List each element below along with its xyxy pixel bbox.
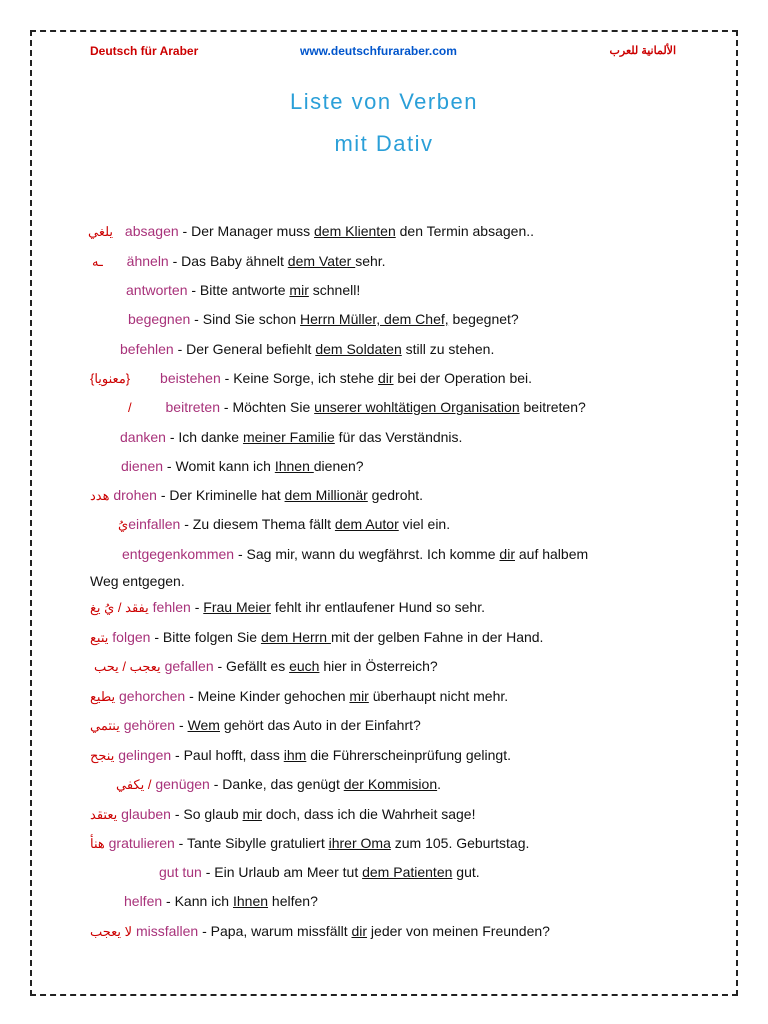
verb-entry	[128, 310, 519, 328]
header-brand: Deutsch für Araber	[90, 44, 199, 58]
verb-entry	[121, 457, 364, 475]
dative-object: der Kommision	[343, 776, 438, 792]
header-website[interactable]: www.deutschfuraraber.com	[300, 44, 457, 58]
dative-object: Frau Meier	[203, 599, 271, 615]
verb-entry	[116, 775, 441, 794]
example-text: - Tante Sibylle gratuliert	[174, 835, 329, 851]
example-text: bei der Operation bei.	[393, 370, 533, 386]
arabic-translation: ينتمي	[90, 718, 120, 733]
verb-label: folgen	[112, 629, 151, 645]
example-text: .	[437, 776, 441, 792]
example-text: helfen?	[268, 893, 318, 909]
example-text: - Danke, das genügt	[209, 776, 344, 792]
verb-entry	[118, 515, 450, 534]
example-text: hier in Österreich?	[319, 658, 438, 674]
example-text: -	[175, 717, 188, 733]
verb-label: gratulieren	[108, 835, 175, 851]
verb-entry	[90, 628, 543, 647]
verb-label: gefallen	[164, 658, 214, 674]
arabic-translation: يلغي	[88, 224, 114, 239]
border-bottom	[30, 994, 738, 996]
arabic-translation: هدد	[90, 488, 110, 503]
example-text: - So glaub	[170, 806, 243, 822]
page-subtitle: mit Dativ	[334, 131, 434, 156]
verb-entry	[159, 863, 480, 881]
verb-label: helfen	[124, 893, 163, 909]
arabic-translation: ينجح	[90, 748, 115, 763]
verb-label: genügen	[155, 776, 210, 792]
verb-entry	[90, 687, 508, 706]
arabic-translation: يُ	[118, 517, 129, 532]
verb-label: missfallen	[135, 923, 199, 939]
dative-object: unserer wohltätigen Organisation	[314, 399, 520, 415]
verb-entry	[90, 746, 511, 765]
verb-label: beistehen	[160, 370, 221, 386]
example-text: - Der Kriminelle hat	[156, 487, 285, 503]
example-text: - Ein Urlaub am Meer tut	[201, 864, 363, 880]
example-text: die Führerscheinprüfung gelingt.	[306, 747, 511, 763]
dative-object: ihrer Oma	[328, 835, 391, 851]
verb-label: befehlen	[120, 341, 174, 357]
example-text: - Womit kann ich	[163, 458, 275, 474]
example-text: - Meine Kinder gehochen	[185, 688, 350, 704]
dative-object: dem Millionär	[284, 487, 368, 503]
example-text: Weg entgegen.	[90, 573, 185, 589]
example-text: begegnet?	[448, 311, 519, 327]
example-text: gedroht.	[367, 487, 424, 503]
verb-label: antworten	[126, 282, 188, 298]
verb-label: ähneln	[126, 253, 169, 269]
verb-entry	[90, 598, 485, 617]
example-text: - Paul hofft, dass	[171, 747, 284, 763]
verb-label: beitreten	[165, 399, 220, 415]
dative-object: Herrn Müller, dem Chef,	[300, 311, 449, 327]
verb-entry	[122, 545, 588, 563]
arabic-translation: يفقد / يُ يغ	[90, 600, 149, 615]
verb-entry	[120, 428, 462, 446]
verb-label: entgegenkommen	[122, 546, 235, 562]
dative-object: dir	[377, 370, 394, 386]
example-text: still zu stehen.	[401, 341, 495, 357]
example-text: - Papa, warum missfällt	[198, 923, 352, 939]
example-text: - Gefällt es	[213, 658, 290, 674]
arabic-translation: يعتقد	[90, 807, 118, 822]
example-text: den Termin absagen..	[395, 223, 535, 239]
example-text: viel ein.	[398, 516, 451, 532]
example-text: schnell!	[308, 282, 361, 298]
arabic-translation: ـه	[92, 254, 103, 269]
arabic-translation: {معنويا}	[90, 371, 131, 386]
verb-entry	[92, 252, 386, 271]
example-text: - Möchten Sie	[220, 399, 315, 415]
verb-label: absagen	[124, 223, 179, 239]
example-text: mit der gelben Fahne in der Hand.	[330, 629, 544, 645]
dative-object: mir	[242, 806, 262, 822]
example-text: - Der Manager muss	[178, 223, 315, 239]
dative-object: dem Klienten	[314, 223, 396, 239]
verb-label: dienen	[121, 458, 164, 474]
verb-label: begegnen	[128, 311, 191, 327]
verb-label: fehlen	[152, 599, 191, 615]
example-text: fehlt ihr entlaufener Hund so sehr.	[270, 599, 485, 615]
dative-object: Ihnen	[274, 458, 314, 474]
example-text: doch, dass ich die Wahrheit sage!	[261, 806, 476, 822]
arabic-translation: يتبع	[90, 630, 109, 645]
header-arabic: الألمانية للعرب	[609, 45, 676, 57]
example-text: - Sag mir, wann du wegfährst. Ich komme	[234, 546, 500, 562]
arabic-translation: يطيع	[90, 689, 116, 704]
verb-entry	[90, 486, 423, 505]
verb-entry	[90, 834, 529, 853]
dative-object: dir	[499, 546, 515, 562]
dative-object: mir	[349, 688, 369, 704]
example-text: auf halbem	[514, 546, 589, 562]
dative-object: dem Herrn	[260, 629, 331, 645]
example-text: - Kann ich	[162, 893, 233, 909]
verb-entry	[126, 281, 360, 299]
verb-entry	[88, 222, 534, 241]
example-text: für das Verständnis.	[334, 429, 463, 445]
verb-label: danken	[120, 429, 166, 445]
example-text: - Zu diesem Thema fällt	[180, 516, 335, 532]
example-text: jeder von meinen Freunden?	[367, 923, 550, 939]
page-title: Liste von Verben	[290, 89, 478, 114]
border-top	[30, 30, 738, 32]
arabic-translation: يكفي /	[116, 777, 152, 792]
example-text: - Das Baby ähnelt	[168, 253, 288, 269]
example-text: - Ich danke	[165, 429, 243, 445]
verb-label: gehorchen	[119, 688, 186, 704]
example-text: beitreten?	[519, 399, 586, 415]
example-text: dienen?	[313, 458, 364, 474]
verb-entry	[90, 716, 421, 735]
example-text: gehört das Auto in der Einfahrt?	[219, 717, 421, 733]
verb-label: gut tun	[159, 864, 202, 880]
border-left	[30, 30, 32, 996]
verb-label: einfallen	[128, 516, 181, 532]
example-text: sehr.	[355, 253, 386, 269]
dative-object: ihm	[283, 747, 307, 763]
verb-entry-continuation	[90, 572, 185, 590]
dative-object: euch	[289, 658, 320, 674]
verb-entry	[128, 398, 586, 417]
border-right	[736, 30, 738, 996]
arabic-translation: هنأ	[90, 836, 105, 851]
arabic-translation: لا يعجب	[90, 924, 133, 939]
dative-object: meiner Familie	[242, 429, 335, 445]
example-text: - Sind Sie schon	[190, 311, 301, 327]
verb-entry	[90, 369, 532, 388]
dative-object: dem Autor	[334, 516, 399, 532]
verb-label: glauben	[121, 806, 171, 822]
verb-label: drohen	[113, 487, 157, 503]
dative-object: Wem	[187, 717, 220, 733]
dative-object: dem Soldaten	[315, 341, 402, 357]
example-text: - Bitte antworte	[187, 282, 290, 298]
example-text: - Keine Sorge, ich stehe	[220, 370, 378, 386]
arabic-translation: /	[128, 400, 132, 415]
verb-entry	[120, 340, 494, 358]
example-text: überhaupt nicht mehr.	[368, 688, 509, 704]
example-text: zum 105. Geburtstag.	[390, 835, 530, 851]
example-text: - Der General befiehlt	[173, 341, 316, 357]
verb-entry	[90, 805, 475, 824]
verb-entry	[90, 922, 550, 941]
verb-label: gehören	[123, 717, 176, 733]
example-text: -	[190, 599, 204, 615]
arabic-translation: يعجب / يحب	[94, 659, 161, 674]
dative-object: dir	[351, 923, 368, 939]
example-text: - Bitte folgen Sie	[150, 629, 261, 645]
verb-entry	[124, 892, 318, 910]
dative-object: dem Vater	[287, 253, 356, 269]
dative-object: Ihnen	[232, 893, 269, 909]
dative-object: mir	[289, 282, 309, 298]
verb-entry	[94, 657, 438, 676]
verb-label: gelingen	[118, 747, 172, 763]
example-text: gut.	[452, 864, 480, 880]
dative-object: dem Patienten	[362, 864, 453, 880]
